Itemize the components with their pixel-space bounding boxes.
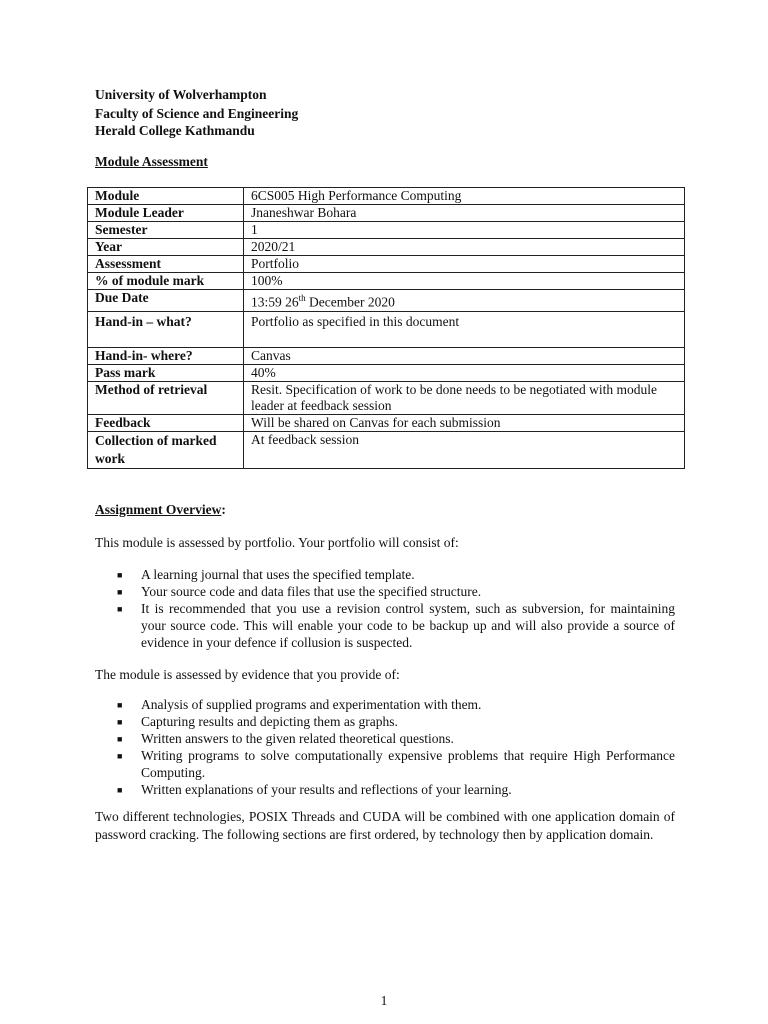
table-row	[88, 347, 685, 364]
list-item	[95, 566, 675, 583]
list-item	[95, 747, 675, 781]
row-value: 1	[244, 222, 685, 239]
portfolio-list	[95, 566, 675, 651]
bullet-icon: ■	[117, 587, 123, 597]
bullet-icon: ■	[117, 785, 123, 795]
table-row	[88, 431, 685, 468]
row-key: Module Leader	[88, 205, 244, 222]
list-item	[95, 730, 675, 747]
module-assessment-heading: Module Assessment	[95, 154, 208, 169]
table-row	[88, 222, 685, 239]
row-key: Semester	[88, 222, 244, 239]
bullet-icon: ■	[117, 751, 123, 761]
row-key: Due Date	[88, 290, 244, 312]
evidence-list	[95, 696, 675, 798]
faculty-name: Faculty of Science and Engineering	[95, 106, 299, 121]
table-row	[88, 273, 685, 290]
bullet-icon: ■	[117, 700, 123, 710]
row-value: 2020/21	[244, 239, 685, 256]
table-row	[88, 364, 685, 381]
list-item	[95, 583, 675, 600]
table-row	[88, 311, 685, 347]
module-info-table	[87, 187, 685, 469]
row-value: Canvas	[244, 347, 685, 364]
table-row	[88, 188, 685, 205]
table-row	[88, 381, 685, 414]
row-key: Collection of marked work	[88, 431, 244, 468]
list-item-text: Your source code and data files that use the specified structure.	[141, 584, 482, 599]
bullet-icon: ■	[117, 717, 123, 727]
bullet-icon: ■	[117, 604, 123, 614]
table-row	[88, 256, 685, 273]
university-name: University of Wolverhampton	[95, 87, 267, 102]
assignment-overview-heading	[95, 501, 675, 519]
table-row	[88, 239, 685, 256]
table-row	[88, 414, 685, 431]
row-value: 100%	[244, 273, 685, 290]
row-key: Hand-in – what?	[88, 311, 244, 347]
list-item	[95, 781, 675, 798]
row-key: Hand-in- where?	[88, 347, 244, 364]
row-key: % of module mark	[88, 273, 244, 290]
row-value: Resit. Specification of work to be done needs to be negotiated with module leader at feedback session	[244, 381, 685, 414]
due-date-time: 13:59 26	[251, 294, 299, 310]
table-row	[88, 205, 685, 222]
evidence-intro: The module is assessed by evidence that you provide of:	[95, 667, 400, 682]
row-value: 40%	[244, 364, 685, 381]
row-key: Assessment	[88, 256, 244, 273]
due-date-month: December 2020	[305, 294, 395, 310]
due-date-value	[244, 290, 685, 312]
page-number: 1	[380, 993, 388, 1008]
row-value: 6CS005 High Performance Computing	[244, 188, 685, 205]
overview-heading-text: Assignment Overview	[95, 502, 222, 517]
row-key: Module	[88, 188, 244, 205]
row-key: Method of retrieval	[88, 381, 244, 414]
due-date-ordinal: th	[298, 293, 306, 303]
closing-paragraph: Two different technologies, POSIX Threads and CUDA will be combined with one application domain of password cracking. The following sections are first ordered, by technology then by application domain.	[95, 809, 675, 842]
list-item	[95, 713, 675, 730]
row-key: Feedback	[88, 414, 244, 431]
list-item-text: A learning journal that uses the specified template.	[141, 567, 415, 582]
list-item-text: Analysis of supplied programs and experimentation with them.	[141, 697, 482, 712]
row-value: Will be shared on Canvas for each submission	[244, 414, 685, 431]
portfolio-intro: This module is assessed by portfolio. Your portfolio will consist of:	[95, 535, 459, 550]
list-item	[95, 600, 675, 651]
college-name: Herald College Kathmandu	[95, 123, 255, 138]
row-value: Portfolio	[244, 256, 685, 273]
list-item-text: It is recommended that you use a revision control system, such as subversion, for maintaining your source code. This will enable your code to be backup up and will also provide a source of evidence in your defence if collusion is suspected.	[141, 601, 675, 650]
bullet-icon: ■	[117, 570, 123, 580]
bullet-icon: ■	[117, 734, 123, 744]
list-item-text: Written answers to the given related theoretical questions.	[141, 731, 454, 746]
list-item-text: Writing programs to solve computationally expensive problems that require High Performance Computing.	[141, 748, 675, 780]
row-value: At feedback session	[244, 431, 685, 468]
row-key: Pass mark	[88, 364, 244, 381]
table-row	[88, 290, 685, 312]
overview-heading-colon: :	[221, 502, 226, 517]
list-item-text: Written explanations of your results and reflections of your learning.	[141, 782, 512, 797]
row-value: Jnaneshwar Bohara	[244, 205, 685, 222]
list-item	[95, 696, 675, 713]
row-key: Year	[88, 239, 244, 256]
row-value: Portfolio as specified in this document	[244, 311, 685, 347]
list-item-text: Capturing results and depicting them as graphs.	[141, 714, 398, 729]
